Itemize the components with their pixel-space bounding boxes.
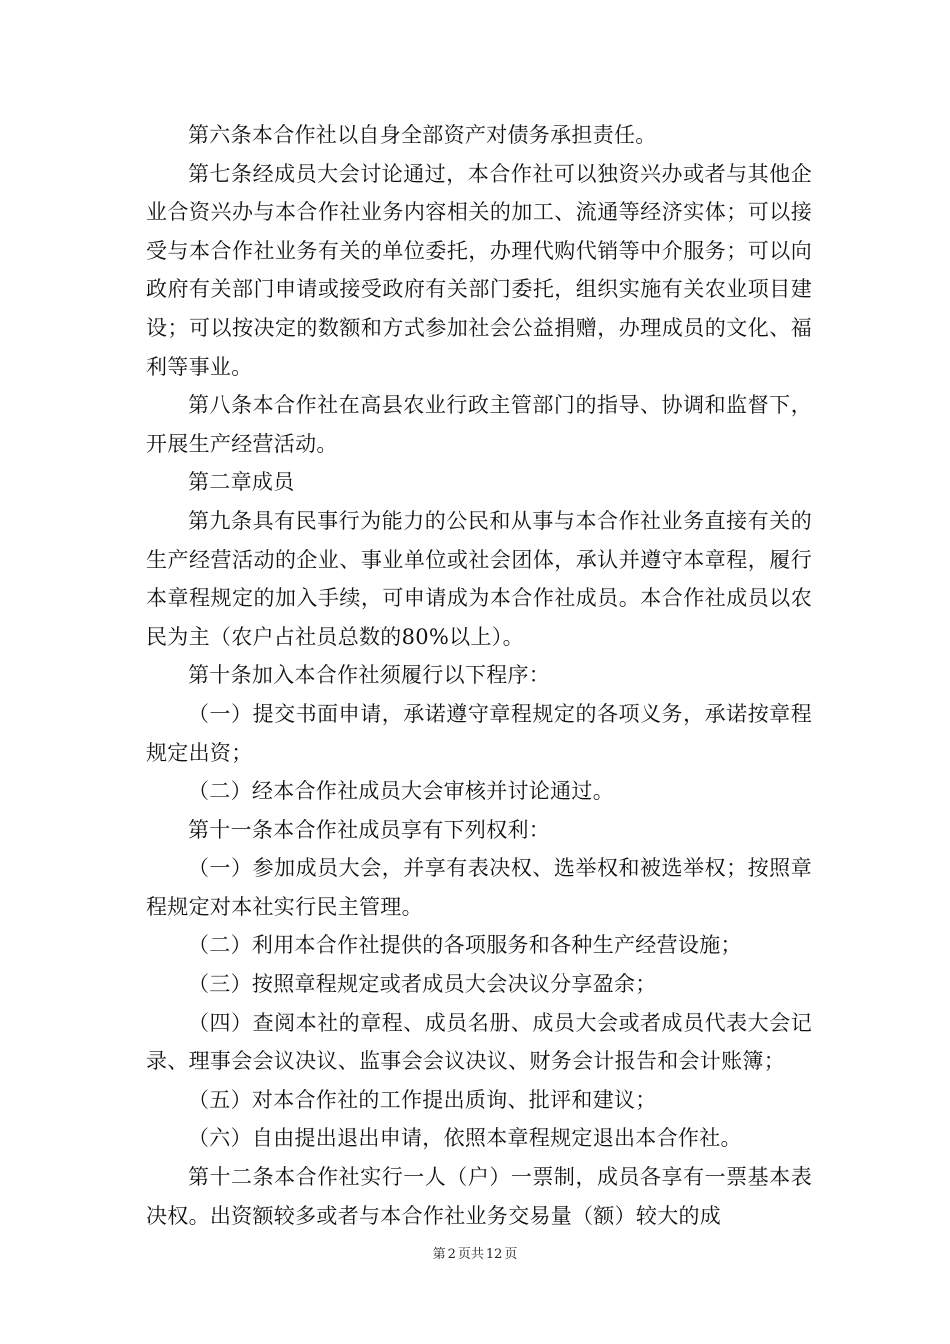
list-item-10-1: （一）提交书面申请，承诺遵守章程规定的各项义务，承诺按章程规定出资；	[146, 701, 812, 765]
footer-prefix: 第	[432, 1247, 446, 1262]
total-pages-number: 12	[485, 1247, 503, 1262]
list-item-11-4: （四）查阅本社的章程、成员名册、成员大会或者成员代表大会记录、理事会会议决议、监事会会议决议、财务会计报告和会计账簿；	[146, 1010, 812, 1074]
paragraph-article-10: 第十条加入本合作社须履行以下程序：	[188, 663, 551, 688]
footer-middle: 页共	[457, 1247, 484, 1262]
paragraph-article-7: 第七条经成员大会讨论通过，本合作社可以独资兴办或者与其他企业合资兴办与本合作社业务内容相关的加工、流通等经济实体；可以接受与本合作社业务有关的单位委托，办理代购代销等中介服务；可以向政府有关部门申请或接受政府有关部门委托，组织实施有关农业项目建设；可以按决定的数额和方式参加社会公益捐赠，办理成员的文化、福利等事业。	[146, 161, 812, 379]
list-item-11-5: （五）对本合作社的工作提出质询、批评和建议；	[188, 1087, 657, 1112]
paragraph-article-12: 第十二条本合作社实行一人（户）一票制，成员各享有一票基本表决权。出资额较多或者与本合作社业务交易量（额）较大的成	[146, 1165, 812, 1228]
current-page-number: 2	[447, 1247, 456, 1262]
document-body	[146, 116, 812, 1235]
list-item-11-2: （二）利用本合作社提供的各项服务和各种生产经营设施；	[188, 933, 742, 958]
list-item-11-3: （三）按照章程规定或者成员大会决议分享盈余；	[188, 972, 657, 997]
list-item-11-6: （六）自由提出退出申请，依照本章程规定退出本合作社。	[188, 1126, 742, 1151]
chapter-heading: 第二章成员	[188, 470, 295, 495]
list-item-10-2: （二）经本合作社成员大会审核并讨论通过。	[188, 779, 614, 804]
list-item-11-1: （一）参加成员大会，并享有表决权、选举权和被选举权；按照章程规定对本社实行民主管理。	[146, 856, 812, 919]
paragraph-article-11: 第十一条本合作社成员享有下列权利：	[188, 817, 551, 842]
paragraph-article-6: 第六条本合作社以自身全部资产对债务承担责任。	[188, 123, 657, 147]
footer-suffix: 页	[504, 1247, 518, 1262]
paragraph-article-8: 第八条本合作社在高县农业行政主管部门的指导、协调和监督下，开展生产经营活动。	[146, 393, 812, 456]
page-footer	[0, 1247, 950, 1263]
paragraph-article-9: 第九条具有民事行为能力的公民和从事与本合作社业务直接有关的生产经营活动的企业、事业单位或社会团体，承认并遵守本章程，履行本章程规定的加入手续，可申请成为本合作社成员。本合作社成员以农民为主（农户占社员总数的80%以上）。	[146, 508, 812, 649]
